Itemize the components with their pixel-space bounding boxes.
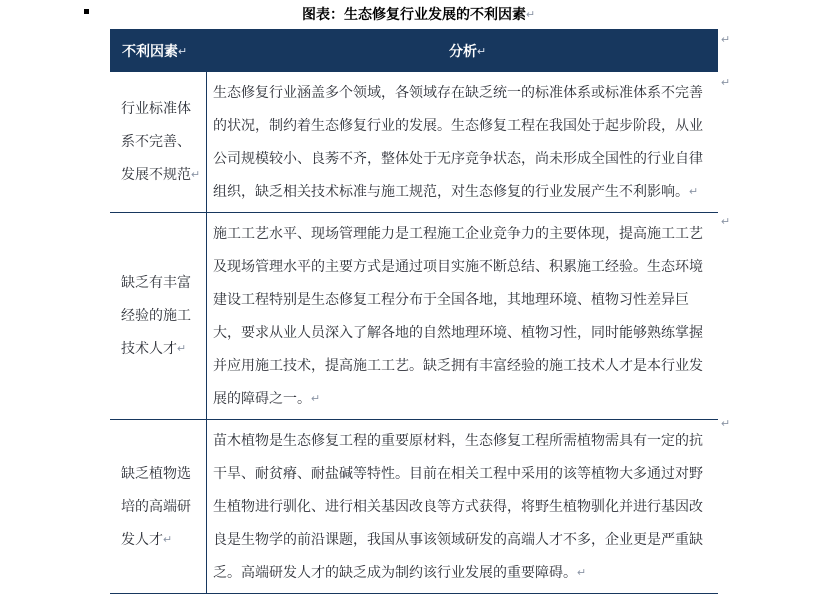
column-header-factor: 不利因素↵ <box>122 42 188 59</box>
table-header-row <box>110 29 718 72</box>
factor-value: 缺乏植物选培的高端研发人才 <box>121 464 191 547</box>
row-end-mark-icon: ↵ <box>721 77 731 89</box>
table-row <box>110 420 718 594</box>
factor-text: 缺乏有丰富经验的施工技术人才↵ <box>121 274 191 356</box>
factor-cell <box>110 72 207 212</box>
chart-title-text: 图表：生态修复行业发展的不利因素 <box>302 6 526 22</box>
factor-text: 行业标准体系不完善、发展不规范↵ <box>121 100 201 182</box>
analysis-text: 施工工艺水平、现场管理能力是工程施工企业竞争力的主要体现，提高施工工艺及现场管理水平的主要方式是通过项目实施不断总结、积累施工经验。生态环境建设工程特别是生态修复工程分布于全国各地，其地理环境、植物习性差异巨大，要求从业人员深入了解各地的自然地理环境、植物习性，同时能够熟练掌握并应用施工技术，提高施工工艺。缺乏拥有丰富经验的施工技术人才是本行业发展的障碍之一。 <box>213 225 703 406</box>
analysis-cell: 施工工艺水平、现场管理能力是工程施工企业竞争力的主要体现，提高施工工艺及现场管理水平的主要方式是通过项目实施不断总结、积累施工经验。生态环境建设工程特别是生态修复工程分布于全国各地，其地理环境、植物习性差异巨大，要求从业人员深入了解各地的自然地理环境、植物习性，同时能够熟练掌握并应用施工技术，提高施工工艺。缺乏拥有丰富经验的施工技术人才是本行业发展的障碍之一。↵ <box>213 225 703 406</box>
analysis-cell: 生态修复行业涵盖多个领域，各领域存在缺乏统一的标准体系或标准体系不完善的状况，制约着生态修复行业的发展。生态修复工程在我国处于起步阶段，从业公司规模较小、良莠不齐，整体处于无序竞争状态，尚未形成全国性的行业自律组织，缺乏相关技术标准与施工规范，对生态修复的行业发展产生不利影响。↵ <box>213 84 703 199</box>
row-end-mark-icon: ↵ <box>721 34 731 46</box>
factor-cell <box>110 213 207 419</box>
factor-cell <box>110 420 207 593</box>
analysis-cell: 苗木植物是生态修复工程的重要原材料，生态修复工程所需植物需具有一定的抗干旱、耐贫瘠、耐盐碱等特性。目前在相关工程中采用的该等植物大多通过对野生植物进行驯化、进行相关基因改良等方式获得，将野生植物驯化并进行基因改良是生物学的前沿课题，我国从事该领域研发的高端人才不多，企业更是严重缺乏。高端研发人才的缺乏成为制约该行业发展的重要障碍。↵ <box>213 432 703 580</box>
factor-text: 缺乏植物选培的高端研发人才↵ <box>121 464 191 547</box>
analysis-text: 苗木植物是生态修复工程的重要原材料，生态修复工程所需植物需具有一定的抗干旱、耐贫瘠、耐盐碱等特性。目前在相关工程中采用的该等植物大多通过对野生植物进行驯化、进行相关基因改良等方式获得，将野生植物驯化并进行基因改良是生物学的前沿课题，我国从事该领域研发的高端人才不多，企业更是严重缺乏。高端研发人才的缺乏成为制约该行业发展的重要障碍。 <box>213 432 703 580</box>
row-end-mark-icon: ↵ <box>721 216 731 228</box>
chart-title: 图表：生态修复行业发展的不利因素↵ <box>302 6 536 22</box>
factor-value: 行业标准体系不完善、发展不规范 <box>121 100 191 182</box>
analysis-text: 生态修复行业涵盖多个领域，各领域存在缺乏统一的标准体系或标准体系不完善的状况，制约着生态修复行业的发展。生态修复工程在我国处于起步阶段，从业公司规模较小、良莠不齐，整体处于无序竞争状态，尚未形成全国性的行业自律组织，缺乏相关技术标准与施工规范，对生态修复的行业发展产生不利影响。 <box>213 84 703 199</box>
column-header-analysis: 分析↵ <box>449 42 487 59</box>
column-header-analysis-label: 分析 <box>449 42 477 59</box>
table-row <box>110 213 718 420</box>
object-anchor-square <box>84 9 89 14</box>
unfavorable-factors-table <box>110 29 718 594</box>
factor-value: 缺乏有丰富经验的施工技术人才 <box>121 274 191 356</box>
row-end-mark-icon: ↵ <box>721 418 731 430</box>
table-row <box>110 72 718 213</box>
column-header-factor-label: 不利因素 <box>122 42 178 59</box>
